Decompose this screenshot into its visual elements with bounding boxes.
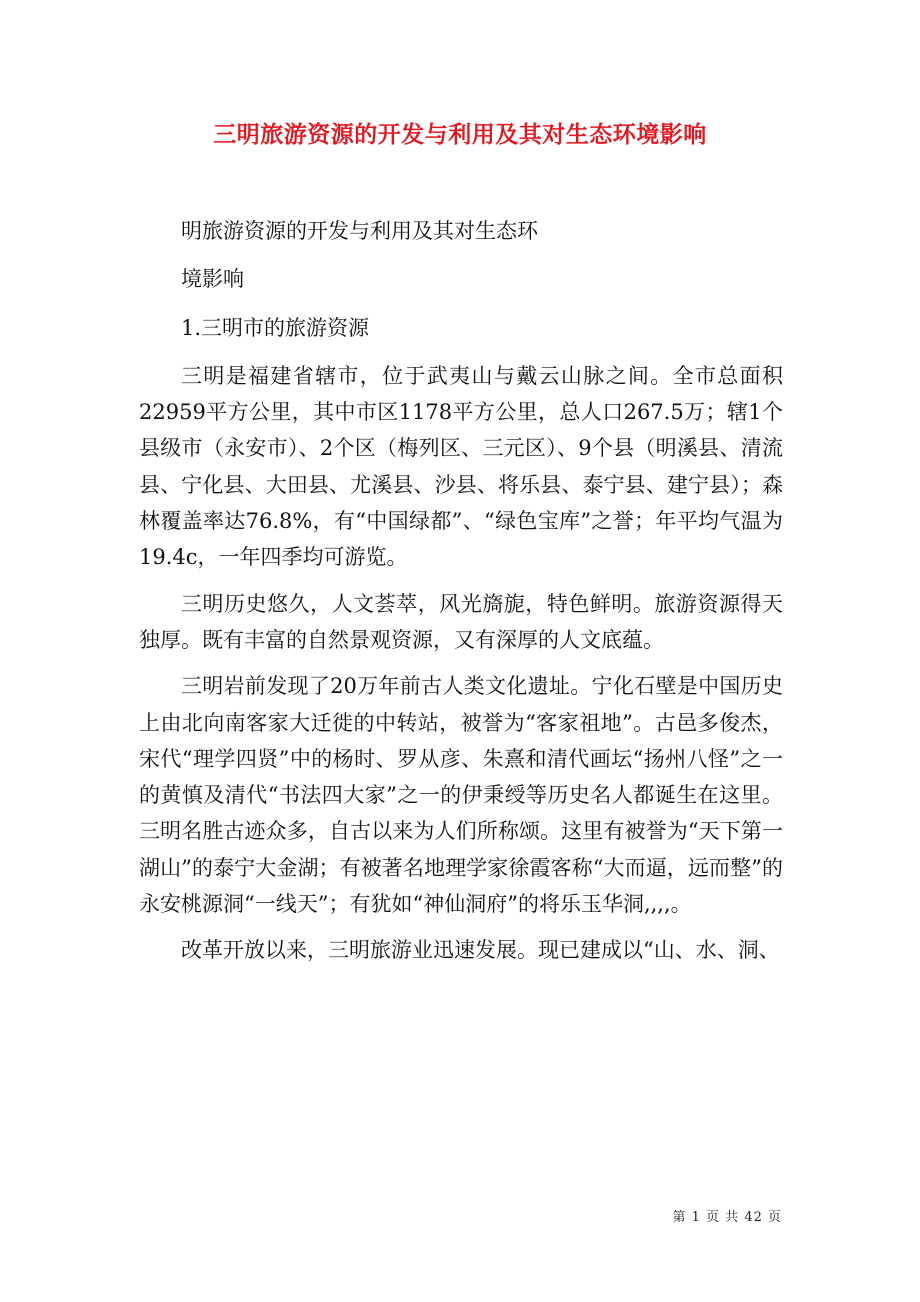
paragraph: 三明是福建省辖市，位于武夷山与戴云山脉之间。全市总面积22959平方公里，其中市区1178平方公里，总人口267.5万；辖1个县级市（永安市）、2个区（梅列区、三元区）、9个县（明溪县、清流县、宁化县、大田县、尤溪县、沙县、将乐县、泰宁县、建宁县）；森林覆盖率达76.8%，有“中国绿都”、“绿色宝库”之誉；年平均气温为19.4c，一年四季均可游览。 [139, 363, 783, 570]
paragraph: 三明历史悠久，人文荟萃，风光旖旎，特色鲜明。旅游资源得天独厚。既有丰富的自然景观资源，又有深厚的人文底蕴。 [139, 591, 783, 652]
paragraph: 三明岩前发现了20万年前古人类文化遗址。宁化石壁是中国历史上由北向南客家大迁徙的中转站，被誉为“客家祖地”。古邑多俊杰，宋代“理学四贤”中的杨时、罗从彦、朱熹和清代画坛“扬州八怪”之一的黄慎及清代“书法四大家”之一的伊秉绶等历史名人都诞生在这里。三明名胜古迹众多，自古以来为人们所称颂。这里有被誉为“天下第一湖山”的泰宁大金湖；有被著名地理学家徐霞客称“大而逼，远而整”的永安桃源洞“一线天”；有犹如“神仙洞府”的将乐玉华洞,,,,。 [139, 674, 783, 917]
page-number: 第 1 页 共 42 页 [672, 1210, 782, 1225]
document-body [139, 213, 783, 979]
page-footer [0, 1206, 782, 1225]
paragraph: 明旅游资源的开发与利用及其对生态环 [181, 219, 538, 243]
section-heading: 1.三明市的旅游资源 [181, 315, 370, 340]
document-title: 三明旅游资源的开发与利用及其对生态环境影响 [213, 121, 707, 148]
paragraph: 改革开放以来，三明旅游业迅速发展。现已建成以“山、水、洞、 [181, 938, 780, 963]
paragraph: 境影响 [181, 267, 244, 292]
